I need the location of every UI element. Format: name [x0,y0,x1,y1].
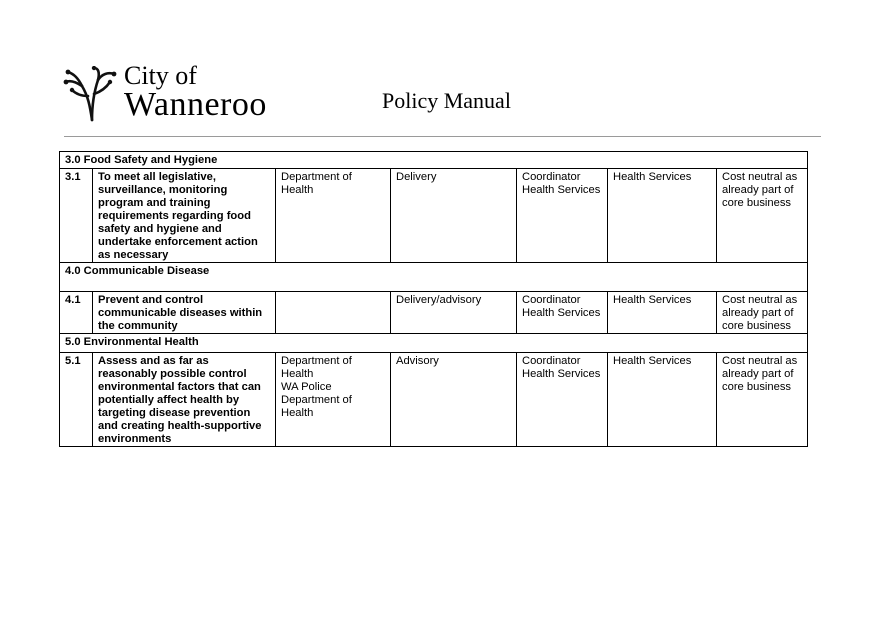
responsible-cell: Coordinator Health Services [517,292,608,334]
unit-cell: Health Services [608,169,717,263]
policy-table [59,151,808,447]
item-number: 4.1 [60,292,93,334]
section-heading-row [60,152,808,169]
partners-cell [276,292,391,334]
table-row [60,353,808,447]
logo-city-of: City of [124,61,197,90]
unit-cell: Health Services [608,353,717,447]
partner-line: Department of Health [281,394,352,419]
role-cell: Delivery/advisory [391,292,517,334]
partner-line: Department of Health [281,355,352,380]
item-number: 5.1 [60,353,93,447]
partner-line: Department of Health [281,171,352,196]
table-row [60,292,808,334]
role-cell: Advisory [391,353,517,447]
section-heading: 3.0 Food Safety and Hygiene [60,152,808,169]
partners-cell [276,169,391,263]
page-title: Policy Manual [382,88,511,113]
objective-cell: Prevent and control communicable diseases within the community [93,292,276,334]
resources-cell: Cost neutral as already part of core business [717,353,808,447]
responsible-cell: Coordinator Health Services [517,169,608,263]
objective-cell: Assess and as far as reasonably possible control environmental factors that can potentially affect health by targeting disease prevention and creating health-supportive environments [93,353,276,447]
role-cell: Delivery [391,169,517,263]
city-logo [62,62,277,124]
kangaroo-paw-emblem-icon [62,66,120,122]
item-number: 3.1 [60,169,93,263]
section-heading-row [60,263,808,292]
table-row [60,169,808,263]
header-divider [64,136,821,137]
unit-cell: Health Services [608,292,717,334]
section-heading: 4.0 Communicable Disease [60,263,808,292]
responsible-cell: Coordinator Health Services [517,353,608,447]
objective-cell: To meet all legislative, surveillance, monitoring program and training requirements regarding food safety and hygiene and undertake enforcement action as necessary [93,169,276,263]
section-heading-row [60,334,808,353]
partner-line: WA Police [281,381,332,393]
section-heading: 5.0 Environmental Health [60,334,808,353]
resources-cell: Cost neutral as already part of core business [717,169,808,263]
logo-wanneroo: Wanneroo [124,86,267,123]
partners-cell [276,353,391,447]
resources-cell: Cost neutral as already part of core business [717,292,808,334]
